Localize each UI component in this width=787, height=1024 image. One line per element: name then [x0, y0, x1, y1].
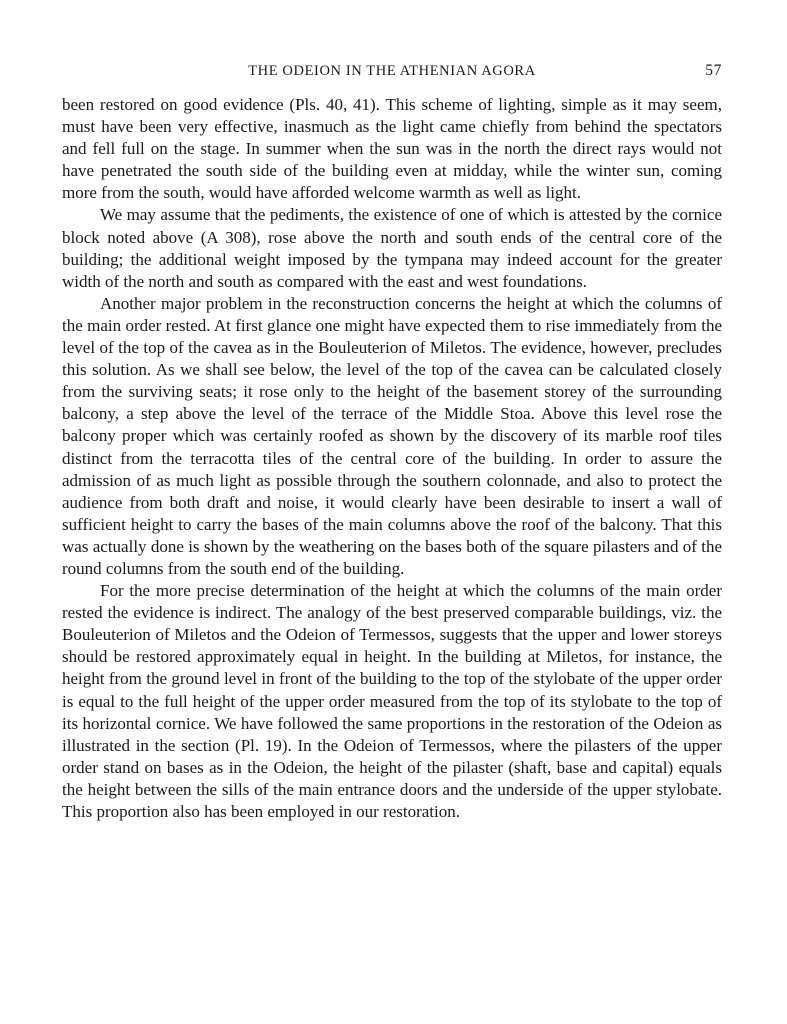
page-number: 57: [705, 62, 722, 79]
paragraph-lighting-continued: been restored on good evidence (Pls. 40, 41). This scheme of lighting, simple as it may seem, must have been very effective, inasmuch as the light came chiefly from behind the spectators and fell full on the stage. In summer when the sun was in the north the direct rays would not have penetrated the south side of the building even at midday, while the winter sun, coming more from the south, would have afforded welcome warmth as well as light.: [62, 95, 722, 203]
running-title: THE ODEION IN THE ATHENIAN AGORA: [248, 63, 536, 79]
paragraph-pediments: We may assume that the pediments, the existence of one of which is attested by the cornice block noted above (A 308), rose above the north and south ends of the central core of the building; the additional weight imposed by the tympana may indeed account for the greater width of the north and south as compared with the east and west foundations.: [62, 205, 722, 291]
body-text: [62, 94, 722, 823]
running-head: [62, 60, 722, 86]
paragraph-column-height-problem: Another major problem in the reconstruction concerns the height at which the columns of the main order rested. At first glance one might have expected them to rise immediately from the level of the top of the cavea as in the Bouleuterion of Miletos. The evidence, however, precludes this solution. As we shall see below, the level of the top of the cavea can be calculated closely from the surviving seats; it rose only to the height of the basement storey of the surrounding balcony, a step above the level of the terrace of the Middle Stoa. Above this level rose the balcony proper which was certainly roofed as shown by the discovery of its marble roof tiles distinct from the terracotta tiles of the central core of the building. In order to assure the admission of as much light as possible through the southern colonnade, and also to protect the audience from both draft and noise, it would clearly have been desirable to insert a wall of sufficient height to carry the bases of the main columns above the roof of the balcony. That this was actually done is shown by the weathering on the bases both of the square pilasters and of the round columns from the south end of the building.: [62, 293, 722, 578]
document-page: [62, 60, 722, 1010]
paragraph-height-determination: For the more precise determination of the height at which the columns of the main order rested the evidence is indirect. The analogy of the best preserved comparable buildings, viz. the Bouleuterion of Miletos and the Odeion of Termessos, suggests that the upper and lower storeys should be restored approximately equal in height. In the building at Miletos, for instance, the height from the ground level in front of the building to the top of the stylobate of the upper order is equal to the full height of the upper order measured from the top of its stylobate to the top of its horizontal cornice. We have followed the same proportions in the restoration of the Odeion as illustrated in the section (Pl. 19). In the Odeion of Termessos, where the pilasters of the upper order stand on bases as in the Odeion, the height of the pilaster (shaft, base and capital) equals the height between the sills of the main entrance doors and the underside of the upper stylobate. This proportion also has been employed in our restoration.: [62, 581, 722, 821]
